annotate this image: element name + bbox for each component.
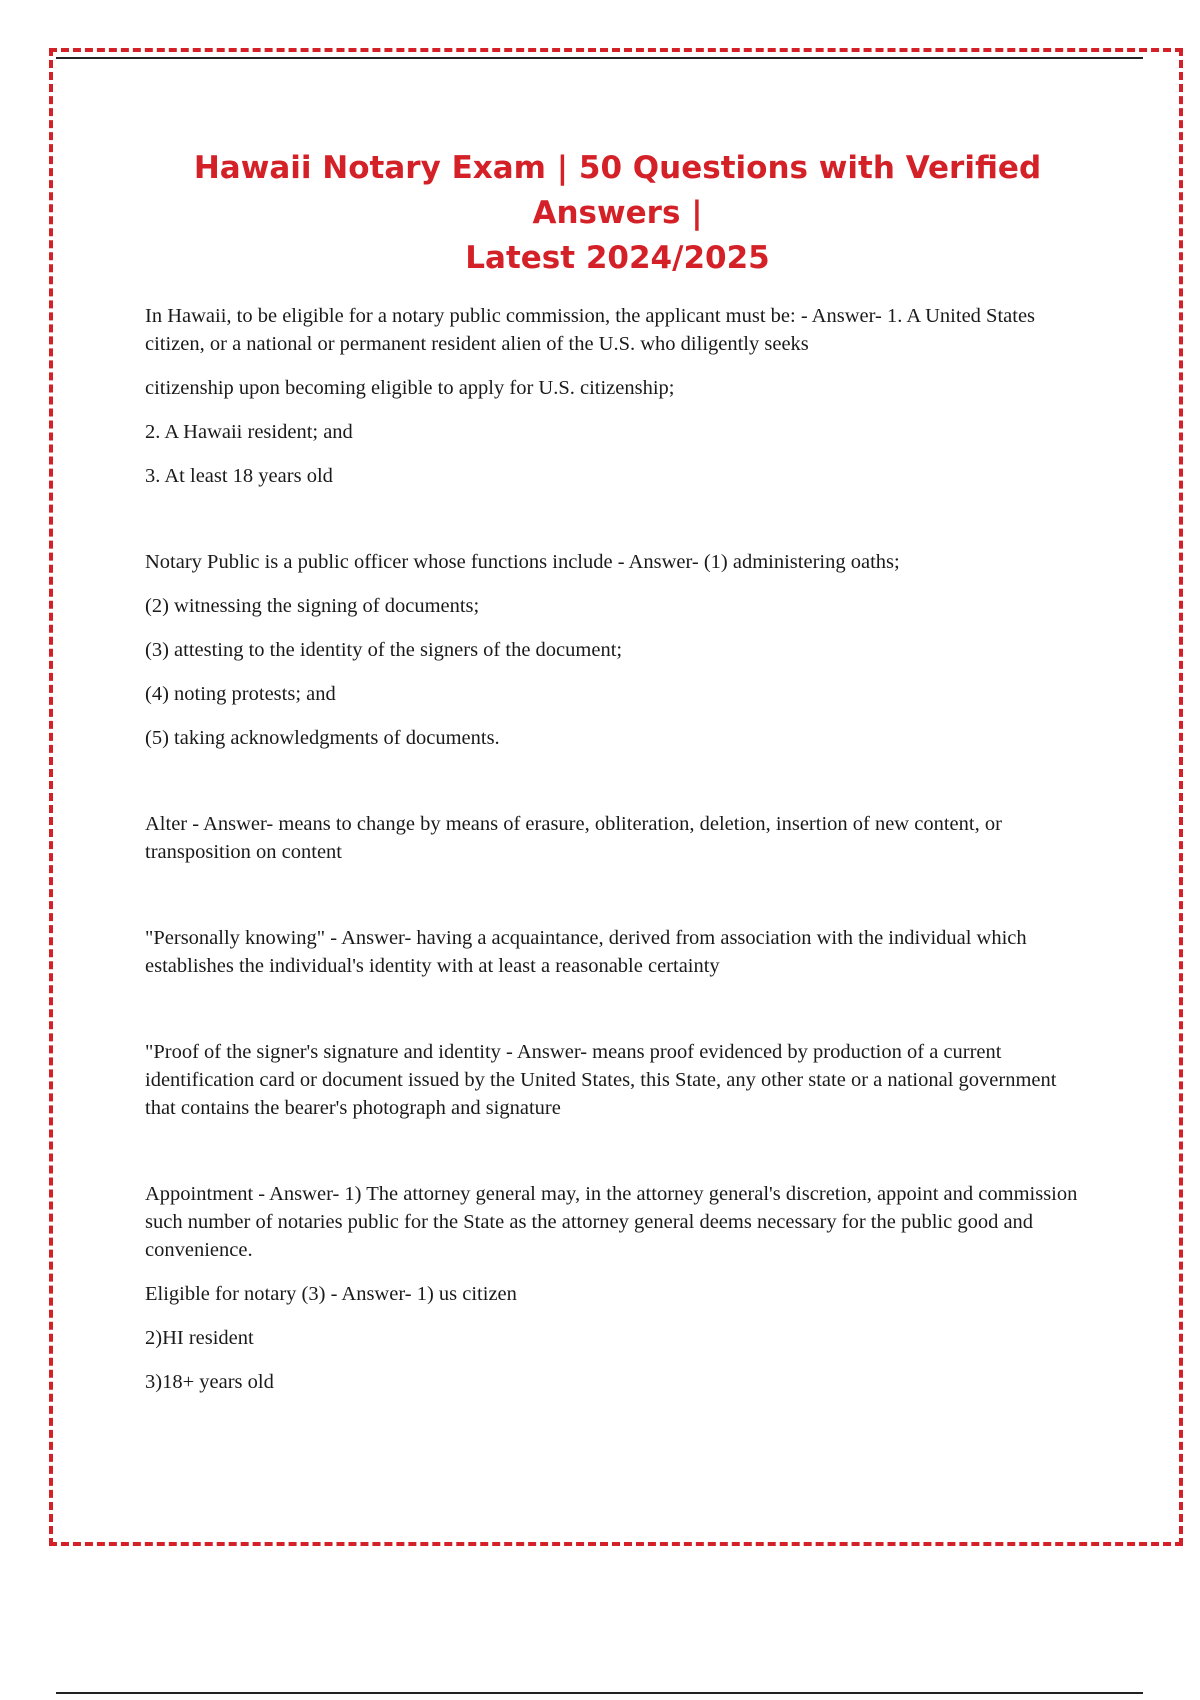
qa-entry-eligible-for-notary <box>145 1280 1080 1396</box>
qa-entry-appointment <box>145 1180 1080 1264</box>
question-paragraph: "Proof of the signer's signature and identity - Answer- means proof evidenced by production of a current identification card or document issued by the United States, this State, any other state or a national government that contains the bearer's photograph and signature <box>145 1041 1057 1119</box>
bottom-divider <box>56 1692 1143 1694</box>
qa-entry-eligibility <box>145 302 1080 490</box>
question-paragraph: Appointment - Answer- 1) The attorney general may, in the attorney general's discretion, appoint and commission such number of notaries public for the State as the attorney general deems necessary for the public good and convenience. <box>145 1183 1078 1261</box>
question-paragraph: Eligible for notary (3) - Answer- 1) us citizen <box>145 1283 517 1305</box>
title-line-1: Hawaii Notary Exam | 50 Questions with Verified Answers | <box>193 150 1042 231</box>
answer-paragraph: (3) attesting to the identity of the signers of the document; <box>145 639 623 661</box>
question-paragraph: Notary Public is a public officer whose functions include - Answer- (1) administering oaths; <box>145 551 900 573</box>
answer-paragraph: 3)18+ years old <box>145 1371 274 1393</box>
answer-paragraph: (5) taking acknowledgments of documents. <box>145 727 500 749</box>
answer-paragraph: (4) noting protests; and <box>145 683 336 705</box>
document-body <box>145 302 1080 1396</box>
answer-paragraph: 3. At least 18 years old <box>145 465 333 487</box>
qa-entry-notary-functions <box>145 548 1080 752</box>
qa-entry-proof-of-signature <box>145 1038 1080 1122</box>
top-divider <box>56 57 1143 59</box>
question-paragraph: "Personally knowing" - Answer- having a acquaintance, derived from association with the individual which establishes the individual's identity with at least a reasonable certainty <box>145 927 1027 977</box>
title-line-2: Latest 2024/2025 <box>465 240 770 276</box>
qa-entry-alter <box>145 810 1080 866</box>
document-title <box>120 146 1115 281</box>
question-paragraph: Alter - Answer- means to change by means of erasure, obliteration, deletion, insertion of new content, or transposition on content <box>145 813 1002 863</box>
answer-paragraph: 2. A Hawaii resident; and <box>145 421 353 443</box>
qa-entry-personally-knowing <box>145 924 1080 980</box>
answer-paragraph: citizenship upon becoming eligible to apply for U.S. citizenship; <box>145 377 675 399</box>
answer-paragraph: 2)HI resident <box>145 1327 254 1349</box>
question-paragraph: In Hawaii, to be eligible for a notary public commission, the applicant must be: - Answer- 1. A United States citizen, or a national or permanent resident alien of the U.S. who diligently seeks <box>145 305 1036 355</box>
answer-paragraph: (2) witnessing the signing of documents; <box>145 595 480 617</box>
